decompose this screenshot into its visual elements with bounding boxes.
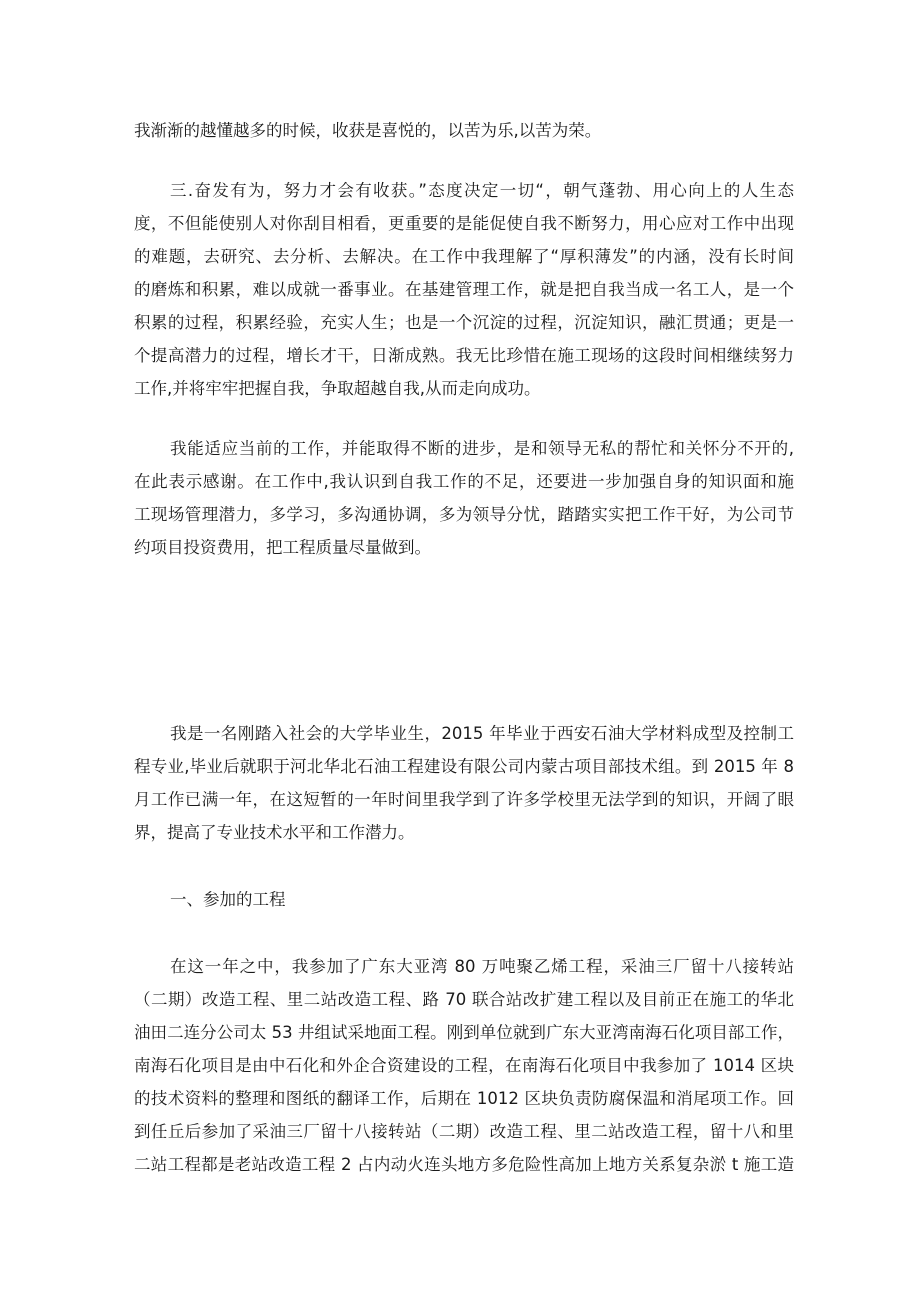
paragraph-6-line-4: 南海石化项目是由中石化和外企合资建设的工程，在南海石化项目中我参加了 1014 区块 (134, 1056, 794, 1075)
paragraph-2-line-2: 度，不但能使别人对你刮目相看，更重要的是能促使自我不断努力，用心应对工作中出现 (134, 214, 794, 233)
paragraph-4-line-2: 程专业,毕业后就职于河北华北石油工程建设有限公司内蒙古项目部技术组。到 2015 年 8 (134, 757, 794, 776)
paragraph-3-line-4: 约项目投资费用，把工程质量尽量做到。 (134, 538, 431, 557)
paragraph-2-line-1: 三.奋发有为，努力才会有收获。”态度决定一切“，朝气蓬勃、用心向上的人生态 (170, 181, 794, 200)
paragraph-4-line-4: 界，提高了专业技术水平和工作潜力。 (134, 823, 415, 842)
paragraph-2-line-5: 积累的过程，积累经验，充实人生；也是一个沉淀的过程，沉淀知识，融汇贯通；更是一 (134, 313, 794, 332)
paragraph-1-line-1: 我渐渐的越懂越多的时候，收获是喜悦的，以苦为乐,以苦为荣。 (134, 121, 602, 140)
paragraph-6-line-6: 到任丘后参加了采油三厂留十八接转站（二期）改造工程、里二站改造工程，留十八和里 (134, 1122, 794, 1141)
paragraph-3-line-1: 我能适应当前的工作，并能取得不断的进步，是和领导无私的帮忙和关怀分不开的, (170, 439, 794, 458)
section-heading: 一、参加的工程 (170, 890, 286, 909)
paragraph-4-line-1: 我是一名刚踏入社会的大学毕业生，2015 年毕业于西安石油大学材料成型及控制工 (170, 724, 794, 743)
paragraph-3-line-3: 工现场管理潜力，多学习，多沟通协调，多为领导分忧，踏踏实实把工作干好，为公司节 (134, 505, 794, 524)
paragraph-6-line-7: 二站工程都是老站改造工程 2 占内动火连头地方多危险性高加上地方关系复杂淤 t 施工造 (134, 1155, 794, 1174)
paragraph-6-line-1: 在这一年之中，我参加了广东大亚湾 80 万吨聚乙烯工程，采油三厂留十八接转站 (170, 957, 794, 976)
paragraph-6-line-5: 的技术资料的整理和图纸的翻译工作，后期在 1012 区块负责防腐保温和消尾项工作。回 (134, 1089, 794, 1108)
paragraph-3-line-2: 在此表示感谢。在工作中,我认识到自我工作的不足，还要进一步加强自身的知识面和施 (134, 472, 794, 491)
paragraph-6-line-2: （二期）改造工程、里二站改造工程、路 70 联合站改扩建工程以及目前正在施工的华北 (134, 990, 794, 1009)
paragraph-2-line-6: 个提高潜力的过程，增长才干，日渐成熟。我无比珍惜在施工现场的这段时间相继续努力 (134, 346, 794, 365)
paragraph-6-line-3: 油田二连分公司太 53 井组试采地面工程。刚到单位就到广东大亚湾南海石化项目部工作， (134, 1023, 794, 1042)
paragraph-2-line-7: 工作,并将牢牢把握自我，争取超越自我,从而走向成功。 (134, 379, 541, 398)
paragraph-4-line-3: 月工作已满一年，在这短暂的一年时间里我学到了许多学校里无法学到的知识，开阔了眼 (134, 790, 794, 809)
paragraph-2-line-3: 的难题，去研究、去分析、去解决。在工作中我理解了“厚积薄发”的内涵，没有长时间 (134, 247, 794, 266)
paragraph-2-line-4: 的磨炼和积累，难以成就一番事业。在基建管理工作，就是把自我当成一名工人，是一个 (134, 280, 794, 299)
